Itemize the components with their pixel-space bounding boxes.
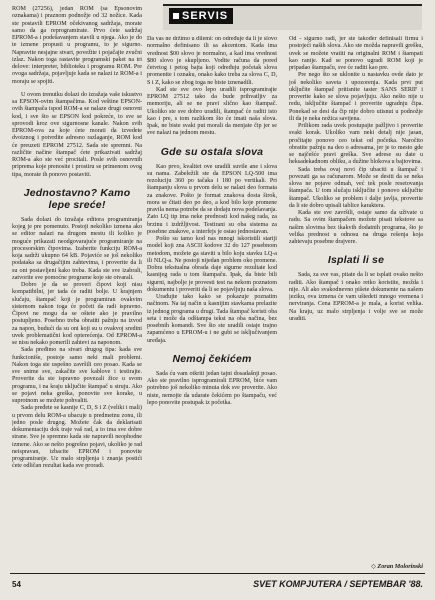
paragraph: Sada ću vam otkriti jedan tajni dosadašnji posao. Ako ste pravilno isprogramirali EPROM, biće vam potrebno još nekoliko minuta dok sve proverite. Ako niste, nemojte da udarate čekićem po štampaču, već lepo ponovite postupak iz početka.: [147, 370, 277, 406]
column-2: [147, 36, 277, 571]
footer-rule: [10, 573, 425, 574]
paragraph: Dobro je da se proveri čipovi koji nisu kompatibilni, jer tada će raditi bolje. U krajnjem slučaju, štampač koji je programiran ovakvim sistemom nakon toga će početi da radi ispravno. Čipovi ne mogu da se oštete ako je pravilno postupljeno. Posebno treba obratiti pažnju na izvod za napon, budući da su oni koji su u ovakvoj sredini uvek problematični kod opterećenja. Od EPROM-a se nisu nekako pomerili zahtevi za naponom.: [12, 282, 142, 346]
column-3: [289, 36, 423, 571]
paragraph: Urađujte tako kako se pokazuje poznatim načinom. Na taj način u kasnijim stavkama prelazite iz jednog programa u drugi. Tada štampač koristi oba seta i može da odštampa tekst na oba načina, bez posebnih komandi. Sve što ste uradili ostaje trajno zapamćeno u EPROM-u i ne gubi se isključivanjem uređaja.: [147, 294, 277, 344]
paragraph: Sada treba ovaj novi čip ubaciti u štampač i povezati ga sa računarom. Može se desiti da se neka slova ne pojave odmah, već tek posle resetovanja štampača. U tom slučaju isključite i ponovo uključite štampač. Ukoliko se problem i dalje javlja, proverite da li ste dobro upisali tablice karaktera.: [289, 166, 423, 209]
author-signature: ◇ Zoran Molorinski: [371, 563, 423, 570]
paragraph: Pre nego što se uklonite u nastavku ovde dato je još nekoliko saveta i upozorenja. Kada prvi put uključite štampač pritisnite taster SANS SERIF i proverite kako se slova pojavljuju. Ako nešto nije u redu, isključite štampač i proverite ugradnju čipa. Ponekad se desi da čip nije dobro utisnut u podnožje ili da je neka nožica savijena.: [289, 72, 423, 122]
paragraph: U ovom trenutku dolazi do izražaja vaše iskustvo sa EPSON-ovim štampačima. Kod veštine EPSON-ovih štampača ispod ROM-a se nalaze drugi osnovni kod, i sve što se EPSON kod pokreće, to sve se sprovodi kroz ove sigurnosne kanale. Nakon svih EPROM-ova za koje ćete morati da izvedete dvoiznog i potvrdite adresno razlaganje, ROM kod će preuzeti EPROM 27512. Sada ste spremni. Na različite načine štampač ćete prikazivati sadržaj ROM-a ako ste već procitali. Posle svih osnovnih priprema koje prenosite i prostiru se primenom ovog tipa, morate ih ponovo postaviti.: [12, 91, 142, 178]
paragraph: Kada ste sve završili, ostaje samo da uživate u radu. Sa ovim štampačem možete pisati tekstove sa našim slovima bez ikakvih dodatnih programa, što je velika prednost u odnosu na druga rešenja koja zahtevaju posebne drajvere.: [289, 210, 423, 245]
section-marker-icon: [173, 13, 179, 19]
paragraph: Pošto su tamo kod nas mnogi iskoristili stariji model koji zna ASCII kodove 32 do 127 posebnom metodom, možete ga staviti u bilo koju stavku LQ-a ili NLQ-a. Ne postoji nijedan problem oko promene. Dobra tekstualna obrada daje sigurne rezultate kod kasnijeg rada u tom štampaču. Ipak, da biste bili sigurni, najbolje je provesti test na nekom poznatom dokumentu i proveriti da li se pojavljuju naša slova.: [147, 236, 277, 293]
paragraph: Od - sigurno radi, jer ste također definisali firmu i postojeći naših slova. Ako ste možda napravili grešku, uvek se možete vratiti na originalni ROM i štampati kao ranije. Kad se ponovo ugradi ROM koji je pripadao štampaču, sve će raditi kao pre.: [289, 36, 423, 71]
section-tag: [169, 8, 233, 24]
paragraph: Da vas ne držimo u dilemi: on određuje da li je slovo normalno definisano ili sa akcentom. Kada ima vrednost $00 slovo je normalno, a kad ima vrednost $80 slovo je skupljeno. Vodite računa da pored četvrtog i petog bajta koji određuju početak slova promenite i oznaku, onako kako treba za slova C, D, S i Z, kako se zbog toga ne biste iznenadili.: [147, 36, 277, 86]
paragraph: Sada, za sve vas, pitate da li se isplati ovako nešto raditi. Ako štampač i onako retko koristite, možda i nije. Ali ako svakodnevno pišete dokumente na našem jeziku, ova izmena će vam uštedeti mnogo vremena i nerviranja. Cena EPROM-a je mala, a korist velika. Na kraju, uz malo strpljenja i volje sve se može uraditi.: [289, 272, 423, 322]
subheading: Isplati li se: [327, 254, 385, 267]
paragraph: Sada pređete se kasnije C, D, S i Z (veliki i mali) u prvom delu ROM-a ubacuje u predmetnu zonu, ili jedno posle drugog. Možete čak da deklarisati dokumentaciju dok traje vaš rad, a to ima sve dobre strane. Sve je spremno kada ste napravili neophodne izmene. Ako se nešto pogrešno pojavi, ukoliko je rad neispravan, izbacite EPROM i ponovite programiranje. Uz malo strpljenja i znanja postići ćete odličan rezultat kada sve proradi.: [12, 405, 142, 470]
paragraph: Sada pređimo na stvari drugog tipa: kada sve funkcioniše, postoje samo neki mali problemi. Nakon toga ste uspešno završili ceo posao. Kada se sve snime sve, zakačite sve kablove i testirajte. Proverite da ste ispravno povezali žice u svom programu, i na kraju uključite štampač u struju. Ako se pojavi neka greška, ponovite sve korake, u suprotnom se možete pohvaliti.: [12, 347, 142, 404]
page-footer: [0, 576, 435, 594]
paragraph: ROM (27256), jedan ROM (sa Epsonovim oznakama) i praznom podnožje od 32 nožice. Kada ste postavili EPROM očekivanog sadržaja, morate samo da ga reprogramirate. Prvo ćete sadržaj EPROM-a i podešavanjem stavili u njega. Ako je do te izmene propusti u programu, to je sigurno. Napravite nesjajne stvari, povežite i pojačajte zvučni izlaz. Nakon toga rastavite programski paket na tri delove: interpreter, biblioteku i programu ROM. Pre ovoga sadržaja, pojavljuje kada se nalazi iz ROM-a i moraju se spojiti.: [12, 6, 142, 85]
paragraph: Kao prvo, kvalitet ove uradili suvile ane i slova su nama. Zabeležili ste da EPSON LQ-500 ima rezoluciju 360 po tačaka i 180 po vertikali. Pri štampanju slova u prvom delu se nalazi deo formata za znakove. Pošto je format znakova dosta širok, mora se čitati deo po deo, a kod bilo koje promene pravila nema potrebe da se dodaju nova podešavanja. Zato LQ tip ima neke prednosti kod našeg rada, za brzinu i izdržljivost. Testirani su oba sistema za posebne znakove, a interfejs je ostao jednostavan.: [147, 163, 277, 235]
section-header-band: [163, 4, 422, 30]
page-number: 54: [12, 580, 21, 589]
section-title: SERVIS: [182, 10, 229, 22]
magazine-issue: SVET KOMPJUTERA / SEPTEMBAR '88.: [253, 579, 423, 589]
paragraph: Sada dolazi do izražaja editora programiranja kojeg je pre pomenuto. Postoji nekoliko izmena ako se editor nalazi na drugom mestu ili koliko je moguće prikazati neodgovarajuće programiranje na procesorskim čipovima. Izaberite funkciju ROM-a koja sadrži ukupno 64 kB. Pojaviće se još nekoliko podataka sa drugačijim zahtevima, i proverite da li su oni postavljeni kako treba. Kada ste sve izabrali, zatvorite sve pomoćne programe koje ste otvarali.: [12, 216, 142, 281]
paragraph: Prilikom rada uvek postupajte pažljivo i proverite svaki korak. Ukoliko vam neki detalj nije jasan, pročitajte ponovo ceo tekst od početka. Naročito obratite pažnju na deo o adresama, jer je to mesto gde se najčešće pravi greška. Sve adrese su date u heksadekadnom obliku, a dužine blokova u bajtovima.: [289, 123, 423, 166]
subheading: Gde su ostala slova: [160, 145, 264, 158]
paragraph: Kad ste sve ovo lepo uradili isprogramirajte EPROM 27512 tako da bude prihvatljiv za memoriju, ali se ne pravi slično kao štampač. Ukoliko ste sve dobro uradili, štampač će raditi isto kao i pre, s tom razlikom što će imati naša slova. Ipak, ne biste svaki put morali da menjate čip jer se sve nalazi na jednom mestu.: [147, 86, 277, 137]
subheading: Nemoj čekićem: [172, 352, 252, 365]
header-rule: [163, 4, 422, 6]
subheading: Jednostavno? Kamo lepe sreće!: [23, 186, 131, 211]
column-1: [12, 6, 142, 571]
